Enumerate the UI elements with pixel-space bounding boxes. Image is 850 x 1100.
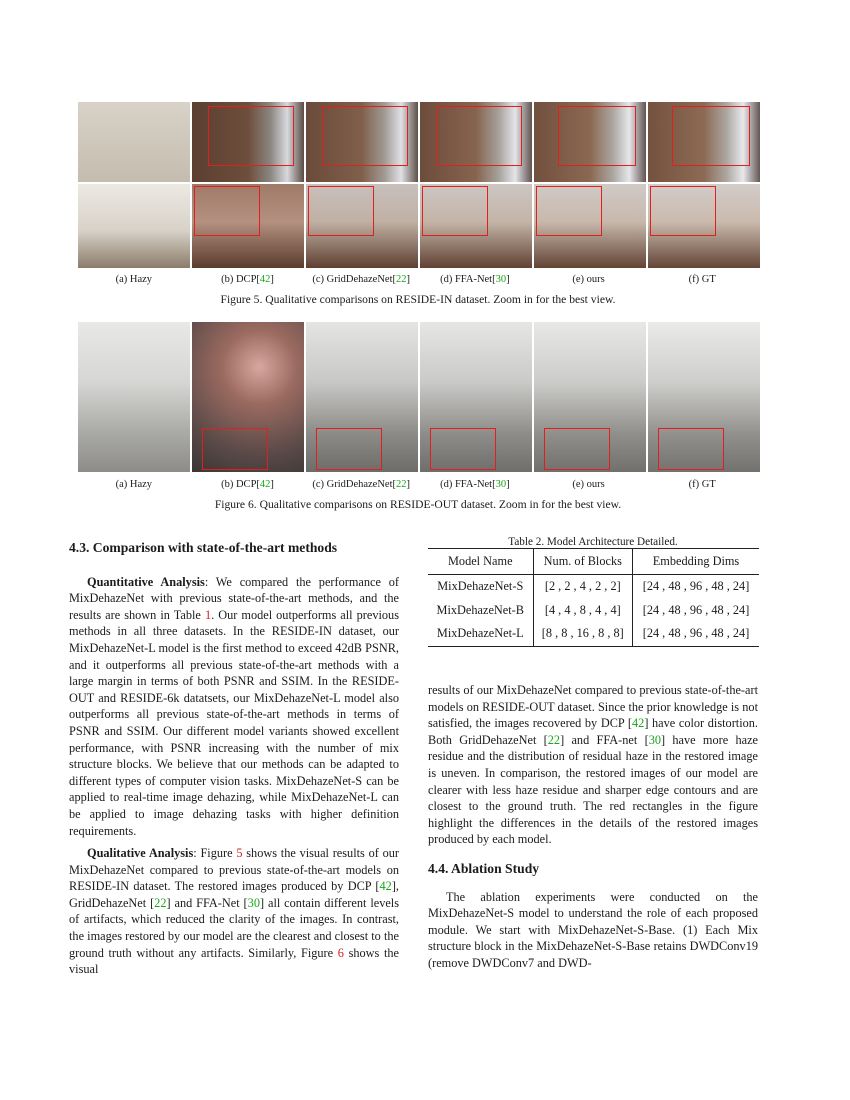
left-column xyxy=(69,540,399,978)
fig6-sublabel: (d) FFA-Net[30] xyxy=(440,479,510,490)
right-column xyxy=(428,682,758,972)
figure-5 xyxy=(78,102,758,312)
ablation-study-paragraph: The ablation experiments were conducted on the MixDehazeNet-S model to understand the role of each proposed module. We start with MixDehazeNet-S-Base. (1) Each Mix structure block in the MixDehazeNet-S-Base retains DWDConv19 (remove DWDConv7 and DWD- xyxy=(428,889,758,970)
quantitative-analysis-paragraph: Quantitative Analysis: We compared the performance of MixDehazeNet with previous state-of-the-art methods, and the results are shown in Table 1. Our model outperforms all previous methods in all three datasets. In the RESIDE-IN dataset, our MixDehazeNet-L model is the first method to exceed 42dB PSNR, and it outperforms all previous state-of-the-art methods with a large margin in terms of both PSNR and SSIM. In the RESIDE-OUT and RESIDE-6k datatsets, our MixDehazeNet-L model also outperforms all previous state-of-the-art methods in terms of PSNR and SSIM. Our different model variants showed excellent performance, with PSNR increasing with the number of mix structure blocks. We believe that our methods can be adapted to different types of computer vision tasks. MixDehazeNet-S can be applied to real-time image dehazing, while MixDehazeNet-L can be applied to image dehazing tasks with higher definition requirements. xyxy=(69,574,399,838)
fig5-hazy-image-1 xyxy=(78,102,190,182)
table-cell: MixDehazeNet-B xyxy=(428,599,533,623)
fig5-ours-image-1 xyxy=(534,102,646,182)
fig5-hazy-image-2 xyxy=(78,184,190,268)
fig6-sublabel: (c) GridDehazeNet[22] xyxy=(312,479,411,490)
fig6-sublabel: (e) ours xyxy=(572,479,605,490)
column-header-embedding-dims: Embedding Dims xyxy=(633,549,759,575)
figure-5-row-2 xyxy=(78,184,760,268)
fig6-sublabel: (b) DCP[42] xyxy=(221,479,274,490)
fig5-sublabel: (e) ours xyxy=(572,274,605,285)
table-cell: [4 , 4 , 8 , 4 , 4] xyxy=(533,599,633,623)
table-row xyxy=(428,622,759,646)
table-row xyxy=(428,599,759,623)
table-cell: [8 , 8 , 16 , 8 , 8] xyxy=(533,622,633,646)
table-cell: [24 , 48 , 96 , 48 , 24] xyxy=(642,579,750,594)
figure-5-sublabels xyxy=(78,274,758,285)
fig6-sublabel: (a) Hazy xyxy=(115,479,153,490)
section-heading-4-4: 4.4. Ablation Study xyxy=(428,860,540,876)
table-row xyxy=(428,575,759,599)
table-cell: [24 , 48 , 96 , 48 , 24] xyxy=(642,602,750,617)
fig5-ffanet-image-1 xyxy=(420,102,532,182)
fig5-dcp-image-2 xyxy=(192,184,304,268)
fig6-sublabel: (f) GT xyxy=(688,479,716,490)
table-cell: MixDehazeNet-S xyxy=(428,575,533,599)
model-architecture-table xyxy=(428,548,759,647)
column-header-model-name: Model Name xyxy=(428,549,533,575)
fig5-sublabel: (d) FFA-Net[30] xyxy=(440,274,510,285)
fig6-griddehazenet-image xyxy=(306,322,418,472)
fig5-sublabel: (b) DCP[42] xyxy=(221,274,274,285)
fig6-gt-image xyxy=(648,322,760,472)
fig5-gt-image-2 xyxy=(648,184,760,268)
table-cell: MixDehazeNet-L xyxy=(428,622,533,646)
table-2-caption: Table 2. Model Architecture Detailed. xyxy=(508,536,678,548)
fig5-sublabel: (c) GridDehazeNet[22] xyxy=(312,274,411,285)
fig5-sublabel: (a) Hazy xyxy=(115,274,153,285)
table-cell: [24 , 48 , 96 , 48 , 24] xyxy=(633,622,759,646)
figure-6 xyxy=(78,322,758,517)
fig6-dcp-image xyxy=(192,322,304,472)
figure-5-caption: Figure 5. Qualitative comparisons on RESIDE-IN dataset. Zoom in for the best view. xyxy=(220,293,616,306)
fig5-gt-image-1 xyxy=(648,102,760,182)
figure-5-row-1 xyxy=(78,102,760,182)
table-cell: [2 , 2 , 4 , 2 , 2] xyxy=(533,575,633,599)
fig5-ours-image-2 xyxy=(534,184,646,268)
fig5-dcp-image-1 xyxy=(192,102,304,182)
fig6-ours-image xyxy=(534,322,646,472)
fig6-hazy-image xyxy=(78,322,190,472)
figure-6-sublabels xyxy=(78,479,758,490)
fig5-ffanet-image-2 xyxy=(420,184,532,268)
table-header-row xyxy=(428,549,759,575)
fig5-griddehazenet-image-1 xyxy=(306,102,418,182)
column-header-num-blocks: Num. of Blocks xyxy=(533,549,633,575)
qualitative-analysis-paragraph: Qualitative Analysis: Figure 5 shows the visual results of our MixDehazeNet compared to previous state-of-the-art models on RESIDE-IN dataset. The restored images produced by DCP [42], GridDehazeNet [22] and FFA-Net [30] all contain different levels of artifacts, which reduced the clarity of the images. In contrast, the images restored by our model are the clearest and closest to the ground truth without any artifacts. Similarly, Figure 6 shows the visual xyxy=(69,846,400,977)
fig6-ffanet-image xyxy=(420,322,532,472)
figure-6-caption: Figure 6. Qualitative comparisons on RESIDE-OUT dataset. Zoom in for the best view. xyxy=(214,498,622,511)
fig5-griddehazenet-image-2 xyxy=(306,184,418,268)
section-heading-4-3: 4.3. Comparison with state-of-the-art methods xyxy=(69,540,338,555)
right-continuation-paragraph: results of our MixDehazeNet compared to previous state-of-the-art models on RESIDE-OUT dataset. Since the prior knowledge is not satisfied, the images recovered by DCP [42] have color distortion. Both GridDehazeNet [22] and FFA-net [30] have more haze residue and the distribution of residual haze in the restored image is uneven. In comparison, the restored images of our model are clearer with less haze residue and sharper edge contours and are closest to the ground truth. The red rectangles in the figure highlight the differences in the details of the restored images produced by each model. xyxy=(428,683,758,847)
figure-6-row xyxy=(78,322,760,472)
fig5-sublabel: (f) GT xyxy=(688,274,716,285)
